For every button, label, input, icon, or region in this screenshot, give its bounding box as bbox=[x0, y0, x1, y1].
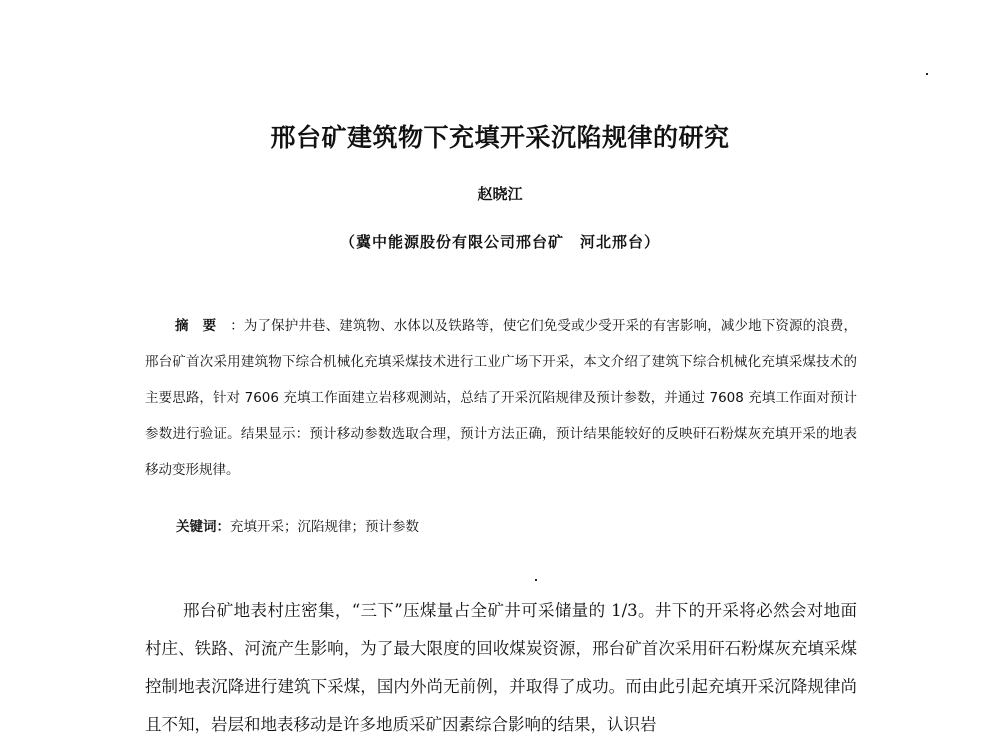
scan-speck bbox=[926, 73, 928, 75]
body-paragraph: 邢台矿地表村庄密集，“三下”压煤量占全矿井可采储量的 1/3。井下的开采将必然会对地面村庄、铁路、河流产生影响，为了最大限度的回收煤炭资源，邢台矿首次采用矸石粉煤灰充填采煤控制地表沉降进行建筑下采煤，国内外尚无前例，并取得了成功。而由此引起充填开采沉降规律尚且不知，岩层和地表移动是许多地质采矿因素综合影响的结果，认识岩 bbox=[145, 601, 857, 734]
keywords bbox=[176, 515, 419, 535]
keywords-label: 关键词： bbox=[176, 519, 230, 535]
author-affiliation: （冀中能源股份有限公司邢台矿 河北邢台） bbox=[339, 233, 660, 251]
keywords-text: 充填开采；沉陷规律；预计参数 bbox=[230, 519, 419, 535]
author-name: 赵晓江 bbox=[477, 185, 523, 203]
abstract-label: 摘要 bbox=[175, 318, 231, 334]
abstract bbox=[145, 308, 857, 488]
abstract-text: ：为了保护井巷、建筑物、水体以及铁路等，使它们免受或少受开采的有害影响，减少地下资源的浪费，邢台矿首次采用建筑物下综合机械化充填采煤技术进行工业广场下开采，本文介绍了建筑下综合机械化充填采煤技术的主要思路，针对 7606 充填工作面建立岩移观测站，总结了开采沉陷规律及预计参数，并通过 7608 充填工作面对预计参数进行验证。结果显示：预计移动参数选取合理，预计方法正确，预计结果能较好的反映矸石粉煤灰充填开采的地表移动变形规律。 bbox=[145, 318, 858, 478]
paper-title: 邢台矿建筑物下充填开采沉陷规律的研究 bbox=[270, 123, 730, 152]
scan-speck bbox=[535, 579, 537, 581]
